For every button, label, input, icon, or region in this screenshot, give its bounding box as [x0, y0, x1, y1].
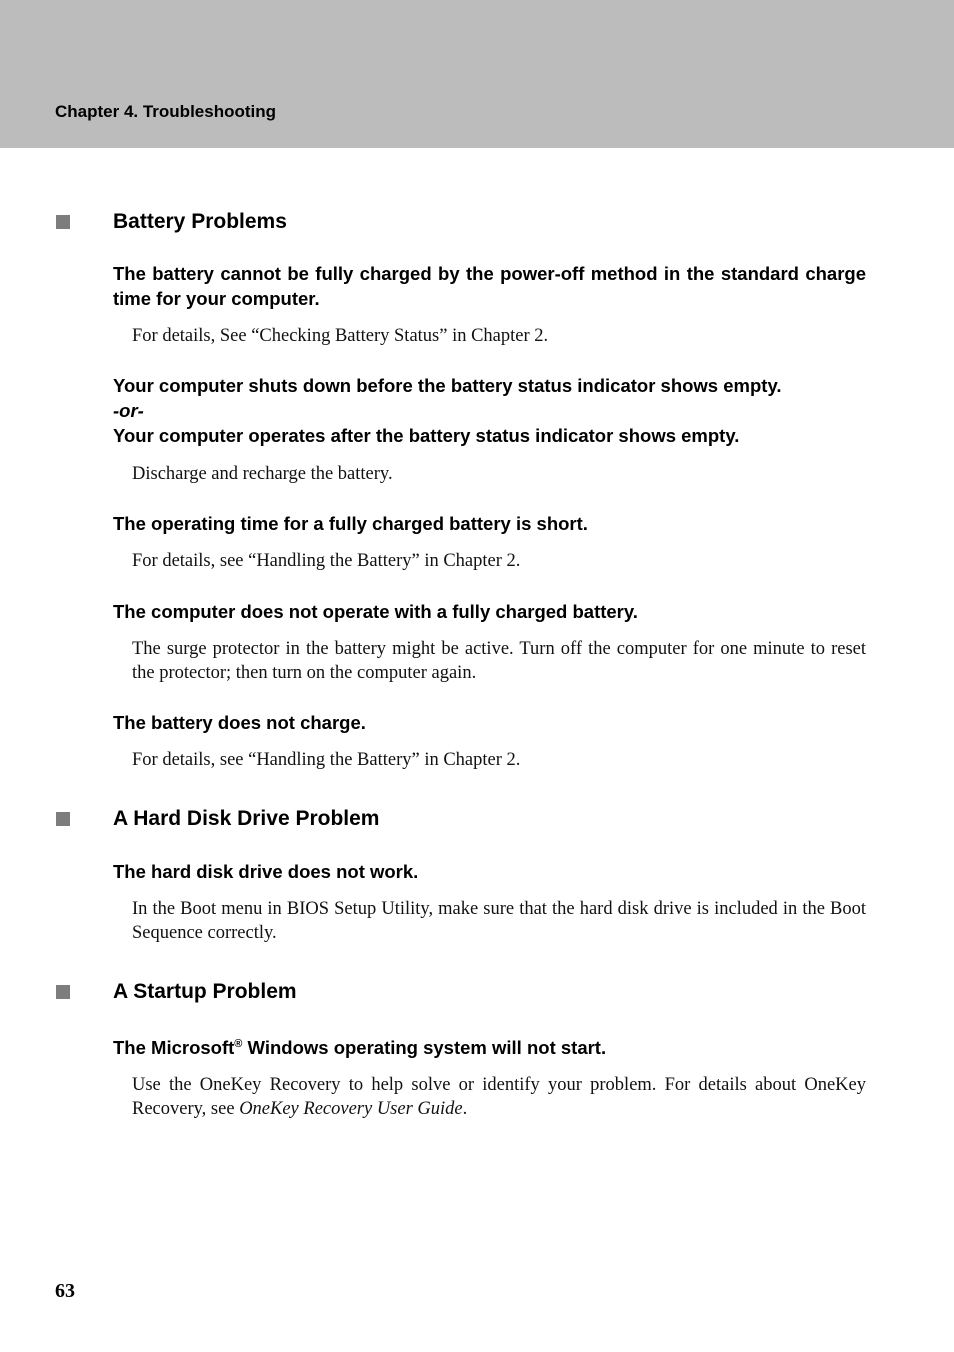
battery-question-4: The computer does not operate with a fully charged battery.: [113, 601, 638, 622]
startup-answer-1: [132, 1074, 866, 1121]
battery-question-3: The operating time for a fully charged battery is short.: [113, 513, 588, 534]
chapter-title: Chapter 4. Troubleshooting: [55, 102, 277, 121]
page-number: 63: [55, 1280, 75, 1302]
startup-question-post: Windows operating system will not start.: [242, 1037, 607, 1058]
battery-question-1: The battery cannot be fully charged by the power-off method in the standard charge time for your computer.: [113, 263, 866, 309]
battery-question-2: [113, 373, 866, 448]
square-bullet-icon: [56, 215, 70, 229]
battery-answer-5: For details, see “Handling the Battery” in Chapter 2.: [132, 750, 521, 770]
or-separator: -or-: [113, 400, 144, 421]
square-bullet-icon: [56, 812, 70, 826]
section-title-startup: A Startup Problem: [113, 980, 297, 1003]
battery-answer-3: For details, see “Handling the Battery” in Chapter 2.: [132, 551, 521, 571]
startup-question-1: [113, 1035, 866, 1060]
battery-question-5: The battery does not charge.: [113, 712, 366, 733]
startup-answer-pre: Use the OneKey Recovery to help solve or identify your problem. For details about OneKey Recovery, see: [132, 1075, 866, 1119]
section-title-hard-disk: A Hard Disk Drive Problem: [113, 807, 380, 830]
battery-question-2-line1: Your computer shuts down before the battery status indicator shows empty.: [113, 375, 782, 396]
section-title-battery-problems: Battery Problems: [113, 210, 287, 233]
header-band: [0, 0, 954, 148]
startup-question-pre: The Microsoft: [113, 1037, 235, 1058]
battery-answer-1: For details, See “Checking Battery Status” in Chapter 2.: [132, 326, 549, 346]
hdd-answer-1: In the Boot menu in BIOS Setup Utility, make sure that the hard disk drive is included in the Boot Sequence correctly.: [132, 899, 866, 943]
startup-answer-post: .: [462, 1098, 468, 1119]
square-bullet-icon: [56, 985, 70, 999]
registered-mark: ®: [234, 1038, 243, 1050]
battery-question-2-line2: Your computer operates after the battery status indicator shows empty.: [113, 425, 740, 446]
hdd-question-1: The hard disk drive does not work.: [113, 861, 419, 882]
battery-answer-4: The surge protector in the battery might be active. Turn off the computer for one minute to reset the protector; then turn on the computer again.: [132, 639, 866, 683]
battery-answer-2: Discharge and recharge the battery.: [132, 464, 393, 484]
onekey-guide-title: OneKey Recovery User Guide: [239, 1098, 463, 1119]
